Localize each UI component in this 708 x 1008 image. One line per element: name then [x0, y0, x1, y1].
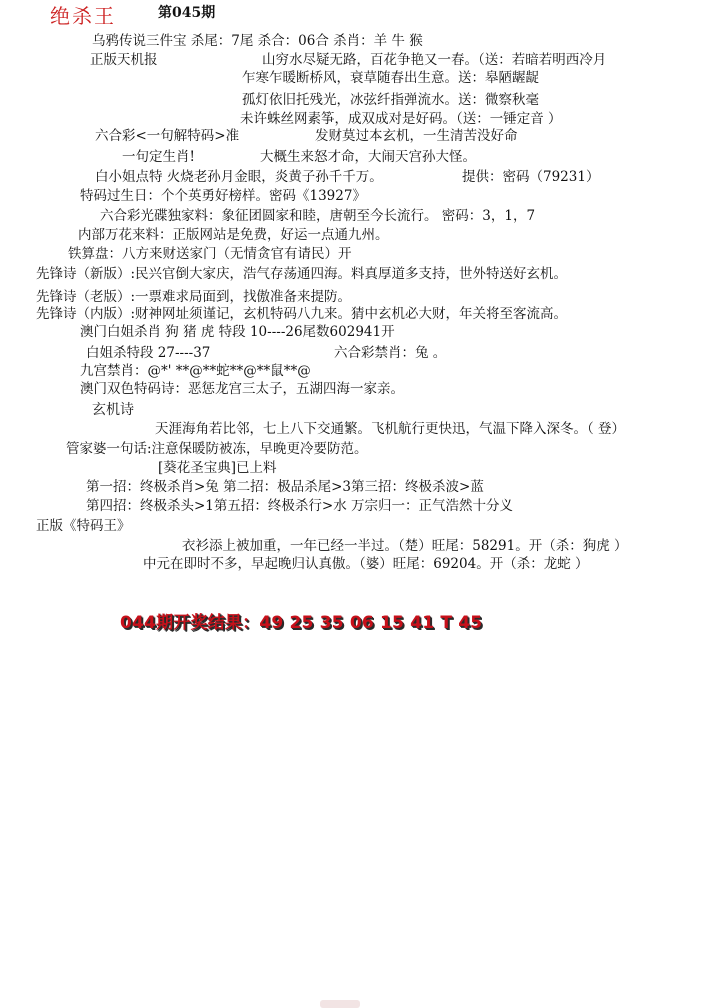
- issue-number: 第045期: [158, 5, 216, 21]
- tianjibao-line-1: 山穷水尽疑无路，百花争艳又一春。（送：若暗若明西冷月: [262, 52, 607, 68]
- cd-exclusive-line: 六合彩光碟独家料：象征团圆家和睦，唐朝至今长流行。 密码：3，1，7: [100, 208, 536, 224]
- moves-line-2: 第四招：终极杀头>1第五招：终极杀行>水 万宗归一：正气浩然十分义: [86, 498, 514, 514]
- moves-line-1: 第一招：终极杀肖>兔 第二招：极品杀尾>3第三招：终极杀波>蓝: [86, 479, 484, 495]
- liuhecai-one-line-text: 发财莫过本玄机，一生清苦没好命: [315, 128, 518, 144]
- white-lady-segment: 白姐杀特段 27----37: [86, 345, 211, 361]
- poem-new-line: 先锋诗（新版）:民兴官倒大家庆，浩气存荡通四海。料真厚道多支持，世外特送好玄机。: [36, 266, 568, 282]
- macau-white-lady-line: 澳门白姐杀肖 狗 猪 虎 特段 10----26尾数602941开: [80, 324, 395, 340]
- tianjibao-line-4: 未许蛛丝网素筝，成双成对是好码。（送：一锤定音 ）: [240, 111, 562, 127]
- birthday-line: 特码过生日：个个英勇好榜样。密码《13927》: [80, 188, 366, 204]
- white-lady-line: 白小姐点特 火烧老孙月金眼，炎黄子孙千千万。: [95, 169, 383, 185]
- provided-code: 提供：密码（79231）: [462, 169, 600, 185]
- liuhecai-one-line-title: 六合彩<一句解特码>准: [95, 128, 240, 144]
- brand-title: 绝杀王: [50, 4, 116, 28]
- forbidden-zodiac: 六合彩禁肖：兔 。: [334, 345, 447, 361]
- poem-old-line: 先锋诗（老版）:一票难求局面到，找傲准备来提防。: [36, 289, 352, 305]
- tema-king-line-2: 中元在即时不多，早起晚归认真傲。（婆）旺尾：69204。开（杀：龙蛇 ）: [143, 556, 589, 572]
- mystic-poem-text: 天涯海角若比邻，七上八下交通繁。飞机航行更快迅，气温下降入深冬。（ 登）: [155, 421, 626, 437]
- nine-palace-line: 九宫禁肖：@*' **@**蛇**@**鼠**@: [80, 363, 311, 379]
- mystic-poem-title: 玄机诗: [92, 402, 134, 418]
- draw-result: 044期开奖结果：49 25 35 06 15 41 T 45: [120, 613, 483, 633]
- tianjibao-line-2: 乍寒乍暖断桥风，衰草随春出生意。送：皋陋龌龊: [242, 70, 539, 86]
- tianjibao-title: 正版天机报: [90, 52, 158, 68]
- iron-abacus-line: 铁算盘：八方来财送家门（无情贪官有请民）开: [68, 246, 352, 262]
- sunflower-title: [葵花圣宝典]已上料: [158, 460, 277, 476]
- inner-wanhua-line: 内部万花来料：正版网站是免费，好运一点通九州。: [78, 227, 389, 243]
- tema-king-line-1: 衣衫添上被加重，一年已经一半过。（楚）旺尾：58291。开（杀：狗虎 ）: [182, 538, 628, 554]
- zodiac-line-title: 一句定生肖!: [122, 149, 195, 165]
- poem-inner-line: 先锋诗（内版）:财神网址须谨记，玄机特码八九来。猜中玄机必大财，年关将至客流高。: [36, 306, 568, 322]
- bottom-smudge: [320, 1000, 360, 1008]
- tianjibao-line-3: 孤灯依旧托残光，冰弦纤指弹流水。送：微察秋毫: [242, 92, 539, 108]
- housekeeper-line: 管家婆一句话:注意保暖防被冻，早晚更冷要防范。: [66, 441, 368, 457]
- crow-legend-line: 乌鸦传说三件宝 杀尾：7尾 杀合：06合 杀肖：羊 牛 猴: [92, 33, 423, 49]
- zodiac-line-text: 大概生来怒才命，大闹天宫孙大怪。: [260, 149, 476, 165]
- macau-double-color-line: 澳门双色特码诗：恶惩龙宫三太子，五湖四海一家亲。: [80, 381, 404, 397]
- tema-king-title: 正版《特码王》: [36, 518, 131, 534]
